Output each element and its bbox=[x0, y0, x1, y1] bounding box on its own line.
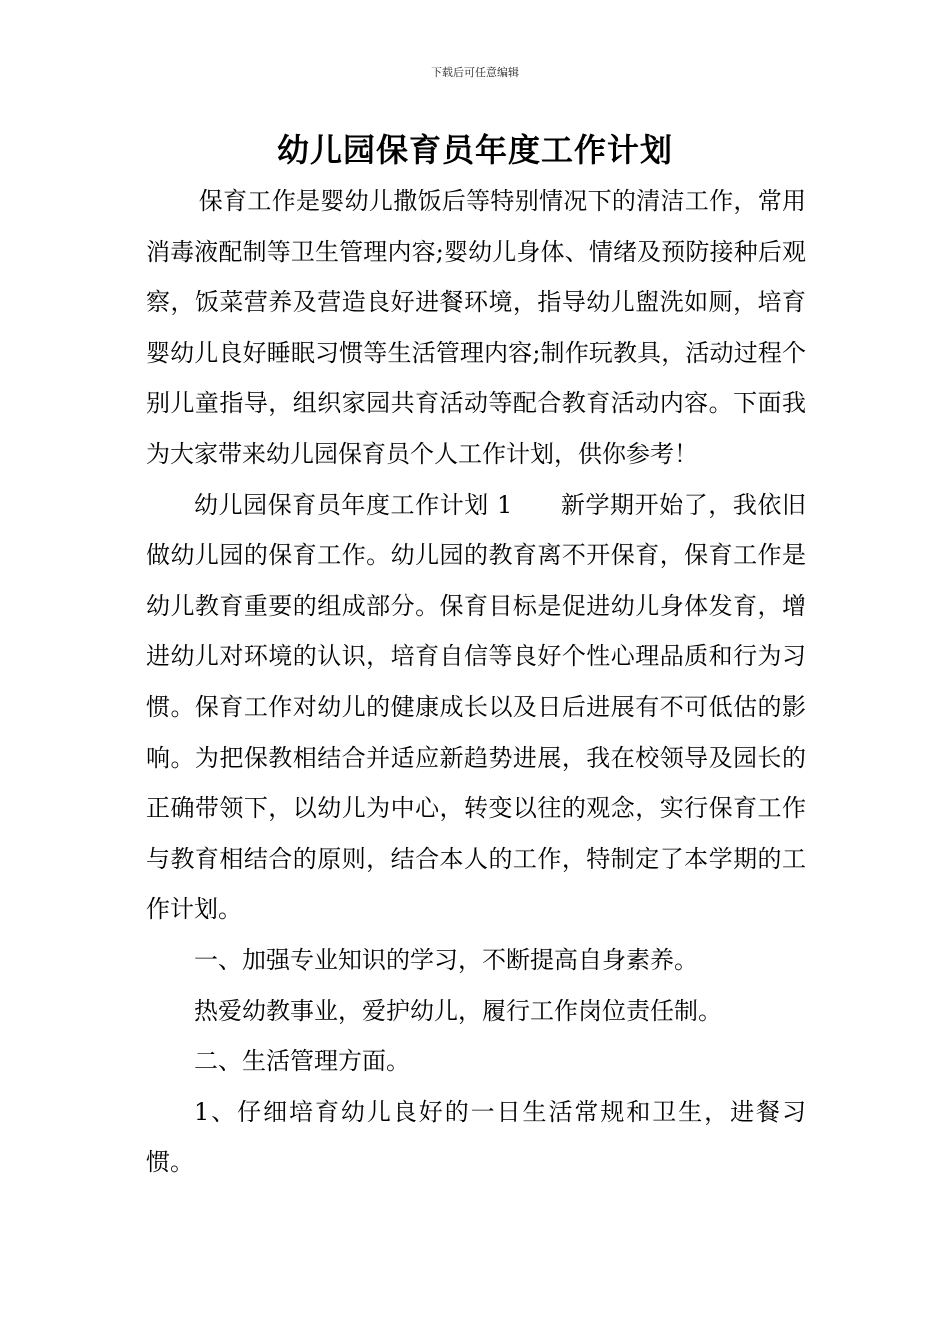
document-body bbox=[146, 176, 806, 1188]
plan1-body: 新学期开始了，我依旧做幼儿园的保育工作。幼儿园的教育离不开保育，保育工作是幼儿教育重要的组成部分。保育目标是促进幼儿身体发育，增进幼儿对环境的认识，培育自信等良好个性心理品质和行为习惯。保育工作对幼儿的健康成长以及日后进展有不可低估的影响。为把保教相结合并适应新趋势进展，我在校领导及园长的正确带领下，以幼儿为中心，转变以往的观念，实行保育工作与教育相结合的原则，结合本人的工作，特制定了本学期的工作计划。 bbox=[146, 490, 807, 924]
section1-paragraph: 热爱幼教事业，爱护幼儿，履行工作岗位责任制。 bbox=[194, 996, 722, 1025]
list-item-1: 1、仔细培育幼儿良好的一日生活常规和卫生，进餐习惯。 bbox=[146, 1097, 806, 1177]
section2-heading: 二、生活管理方面。 bbox=[194, 1047, 410, 1076]
plan1-heading: 幼儿园保育员年度工作计划 1 bbox=[194, 490, 513, 519]
plan1-paragraph bbox=[146, 480, 806, 935]
document-title: 幼儿园保育员年度工作计划 bbox=[276, 131, 673, 169]
intro-paragraph: 保育工作是婴幼儿撒饭后等特别情况下的清洁工作，常用消毒液配制等卫生管理内容;婴幼儿身体、情绪及预防接种后观察，饭菜营养及营造良好进餐环境，指导幼儿盥洗如厕，培育婴幼儿良好睡眠习惯等生活管理内容;制作玩教具，活动过程个别儿童指导，组织家园共育活动等配合教育活动内容。下面我为大家带来幼儿园保育员个人工作计划，供你参考！ bbox=[146, 187, 806, 468]
section1-heading: 一、加强专业知识的学习，不断提高自身素养。 bbox=[194, 945, 698, 974]
header-note: 下载后可任意编辑 bbox=[431, 66, 519, 79]
